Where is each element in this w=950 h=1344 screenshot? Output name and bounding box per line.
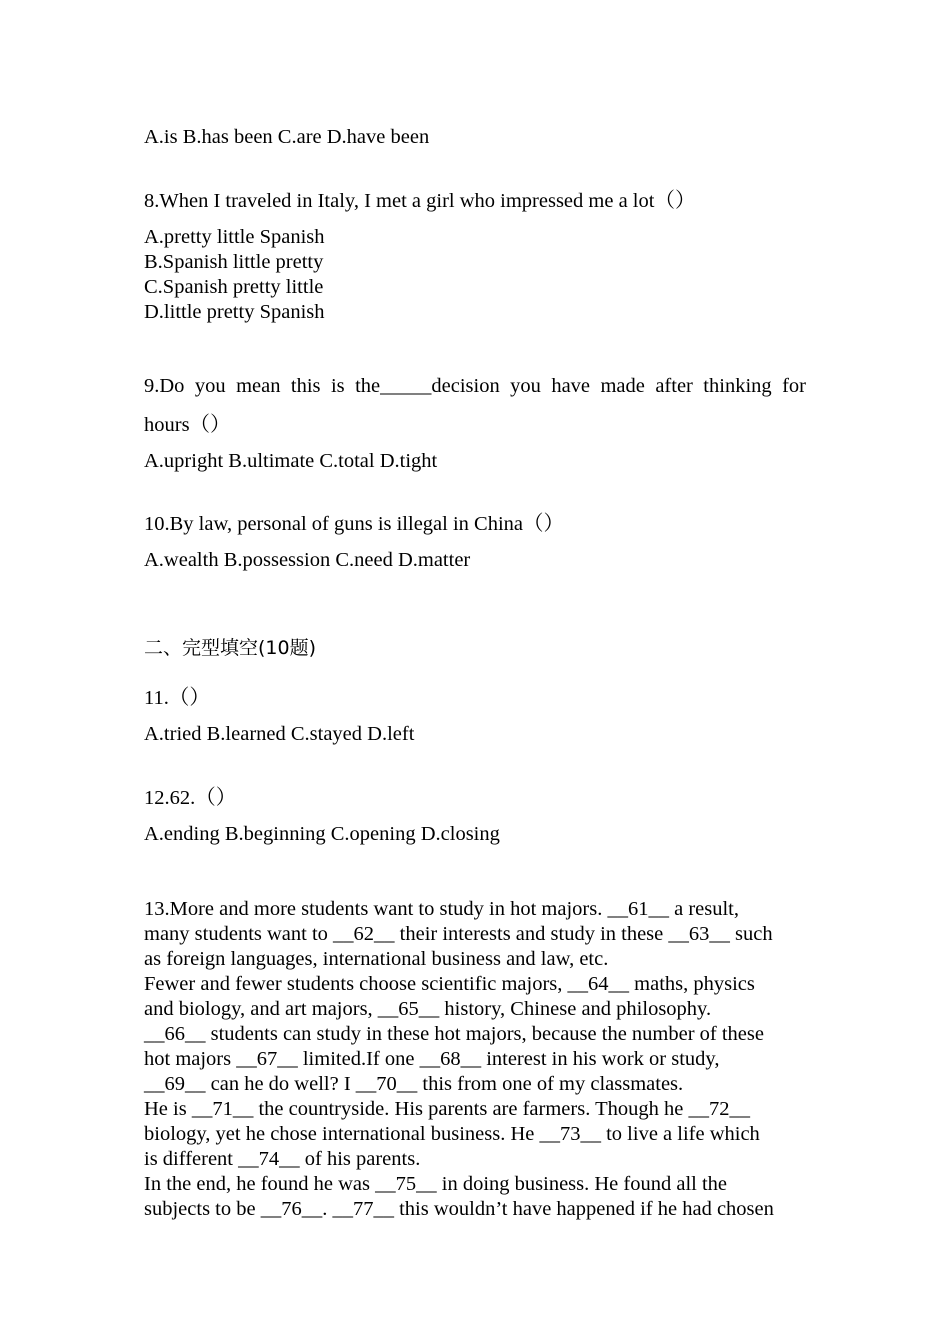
q11-options: A.tried B.learned C.stayed D.left <box>144 723 415 745</box>
passage-line: He is __71__ the countryside. His parents are farmers. Though he __72__ <box>144 1098 750 1120</box>
passage-line: __66__ students can study in these hot majors, because the number of these <box>144 1023 764 1045</box>
q8-option-a: A.pretty little Spanish <box>144 226 325 248</box>
passage-line: as foreign languages, international business and law, etc. <box>144 948 609 970</box>
q8-option-d: D.little pretty Spanish <box>144 301 325 323</box>
q12-question: 12.62.（） <box>144 787 237 809</box>
passage-line: biology, yet he chose international business. He __73__ to live a life which <box>144 1123 760 1145</box>
passage-line: hot majors __67__ limited.If one __68__ interest in his work or study, <box>144 1048 720 1070</box>
passage-line: subjects to be __76__. __77__ this wouldn’t have happened if he had chosen <box>144 1198 774 1220</box>
q11-question: 11.（） <box>144 687 210 709</box>
q9-question-line2: hours（） <box>144 414 231 436</box>
q8-option-b: B.Spanish little pretty <box>144 251 324 273</box>
q12-options: A.ending B.beginning C.opening D.closing <box>144 823 500 845</box>
q10-options: A.wealth B.possession C.need D.matter <box>144 549 471 571</box>
passage-line: In the end, he found he was __75__ in doing business. He found all the <box>144 1173 728 1195</box>
section-heading-cloze: 二、完型填空(10题) <box>144 637 317 659</box>
passage-line: Fewer and fewer students choose scientific majors, __64__ maths, physics <box>144 973 755 995</box>
passage-line: 13.More and more students want to study in hot majors. __61__ a result, <box>144 898 739 920</box>
q9-options: A.upright B.ultimate C.total D.tight <box>144 450 438 472</box>
passage-line: __69__ can he do well? I __70__ this from one of my classmates. <box>144 1073 684 1095</box>
q8-question: 8.When I traveled in Italy, I met a girl who impressed me a lot（） <box>144 190 696 212</box>
q13-passage <box>144 897 809 1222</box>
passage-line: many students want to __62__ their interests and study in these __63__ such <box>144 923 773 945</box>
q10-question: 10.By law, personal of guns is illegal in China（） <box>144 513 565 535</box>
passage-line: and biology, and art majors, __65__ history, Chinese and philosophy. <box>144 998 712 1020</box>
passage-line: is different __74__ of his parents. <box>144 1148 421 1170</box>
q9-question-line1: 9.Do you mean this is the_____decision you have made after thinking for <box>144 375 806 397</box>
q7-options: A.is B.has been C.are D.have been <box>144 126 430 148</box>
q8-option-c: C.Spanish pretty little <box>144 276 324 298</box>
